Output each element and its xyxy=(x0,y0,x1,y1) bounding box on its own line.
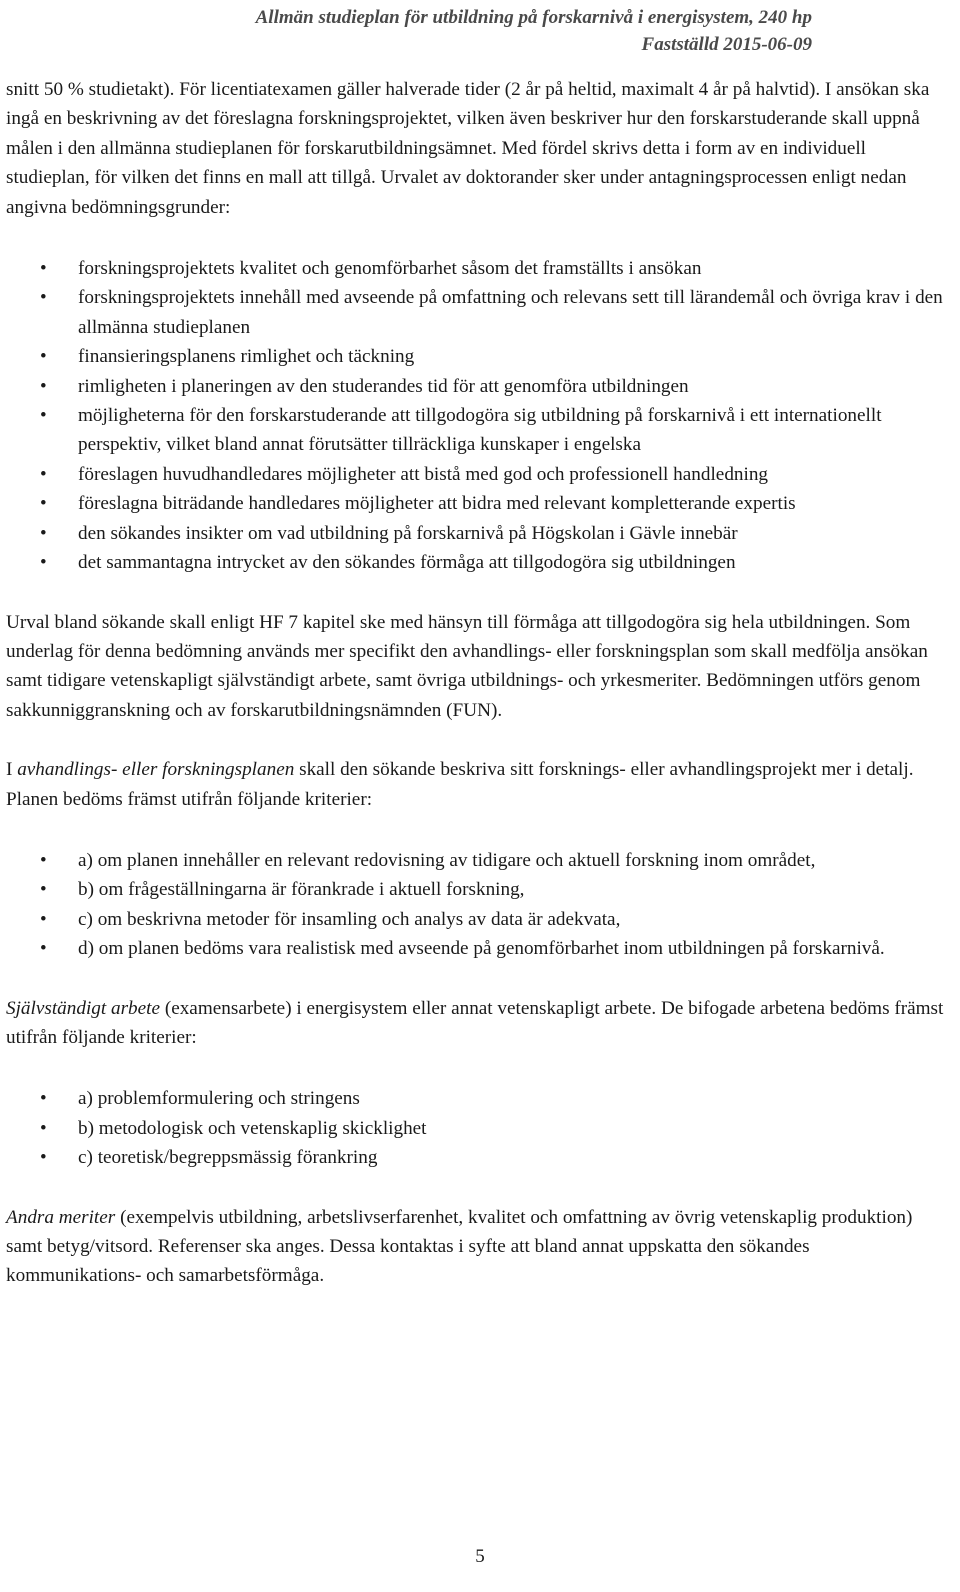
list-item: • d) om planen bedöms vara realistisk med avseende på genomförbarhet inom utbildningen på forskarnivå. xyxy=(6,934,946,963)
paragraph-selection: Urval bland sökande skall enligt HF 7 kapitel ske med hänsyn till förmåga att tillgodogöra sig hela utbildningen. Som underlag för denna bedömning används mer specifikt den avhandlings- eller forskningsplan som skall medfölja ansökan samt tidigare vetenskapligt självständigt arbete, samt övriga utbildnings- och yrkesmeriter. Bedömningen utförs genom sakkunniggranskning och av forskarutbildningsnämnden (FUN). xyxy=(6,611,928,721)
list-item: • föreslagna biträdande handledares möjligheter att bidra med relevant kompletterande expertis xyxy=(6,489,946,518)
list-item: • det sammantagna intrycket av den sökandes förmåga att tillgodogöra sig utbildningen xyxy=(6,548,946,577)
work-criteria-list xyxy=(6,1084,946,1172)
emphasis-research-plan: avhandlings- eller forskningsplanen xyxy=(17,759,295,781)
plan-criteria-list xyxy=(6,846,946,964)
text-rest: skall den sökande beskriva sitt forsknings- eller avhandlingsprojekt mer i detalj. Planen bedöms främst utifrån följande kriterier: xyxy=(6,759,914,810)
text-rest: (examensarbete) i energisystem eller annat vetenskapligt arbete. De bifogade arbetena bedöms främst utifrån följande kriterier: xyxy=(6,997,944,1048)
list-item: • b) metodologisk och vetenskaplig skicklighet xyxy=(6,1114,946,1143)
list-item: • föreslagen huvudhandledares möjligheter att bistå med god och professionell handledning xyxy=(6,460,946,489)
paragraph-independent-work xyxy=(6,994,946,1053)
list-item: • a) om planen innehåller en relevant redovisning av tidigare och aktuell forskning inom området, xyxy=(6,846,946,875)
paragraph-other-merits xyxy=(6,1203,946,1291)
list-item: • forskningsprojektets innehåll med avseende på omfattning och relevans sett till lärandemål och övriga krav i den allmänna studieplanen xyxy=(6,283,946,342)
assessment-criteria-list xyxy=(6,254,946,577)
list-item: • den sökandes insikter om vad utbildning på forskarnivå på Högskolan i Gävle innebär xyxy=(6,519,946,548)
paragraph-research-plan xyxy=(6,755,946,814)
emphasis-independent-work: Självständigt arbete xyxy=(6,997,161,1019)
page-number: 5 xyxy=(475,1546,485,1567)
list-item: • c) teoretisk/begreppsmässig förankring xyxy=(6,1143,946,1172)
list-item: • b) om frågeställningarna är förankrade i aktuell forskning, xyxy=(6,875,946,904)
list-item: • c) om beskrivna metoder för insamling och analys av data är adekvata, xyxy=(6,905,946,934)
list-item: • rimligheten i planeringen av den studerandes tid för att genomföra utbildningen xyxy=(6,372,946,401)
emphasis-other-merits: Andra meriter xyxy=(6,1206,116,1228)
paragraph-admission: snitt 50 % studietakt). För licentiatexamen gäller halverade tider (2 år på heltid, maximalt 4 år på halvtid). I ansökan ska ingå en beskrivning av det föreslagna forskningsprojektet, vilken även beskriver hur den forskarstuderande skall uppnå målen i den allmänna studieplanen för forskarutbildningsämnet. Med fördel skrivs detta i form av en individuell studieplan, för vilken det finns en mall att tillgå. Urvalet av doktorander sker under antagningsprocessen enligt nedan angivna bedömningsgrunder: xyxy=(6,79,930,218)
list-item: • möjligheterna för den forskarstuderande att tillgodogöra sig utbildning på forskarnivå i ett internationellt perspektiv, vilket bland annat förutsätter tillräckliga kunskaper i engelska xyxy=(6,401,946,460)
list-item: • forskningsprojektets kvalitet och genomförbarhet såsom det framställts i ansökan xyxy=(6,254,946,283)
header-date: Fastställd 2015-06-09 xyxy=(641,34,812,55)
text-prefix: I xyxy=(6,759,18,781)
page-header xyxy=(0,4,960,58)
header-title: Allmän studieplan för utbildning på forskarnivå i energisystem, 240 hp xyxy=(255,7,812,28)
text-rest: (exempelvis utbildning, arbetslivserfarenhet, kvalitet och omfattning av övrig vetenskaplig produktion) samt betyg/vitsord. Referenser ska anges. Dessa kontaktas i syfte att bland annat uppskatta den sökandes kommunikations- och samarbetsförmåga. xyxy=(6,1206,913,1287)
list-item: • a) problemformulering och stringens xyxy=(6,1084,946,1113)
document-body xyxy=(6,75,946,1291)
list-item: • finansieringsplanens rimlighet och täckning xyxy=(6,342,946,371)
